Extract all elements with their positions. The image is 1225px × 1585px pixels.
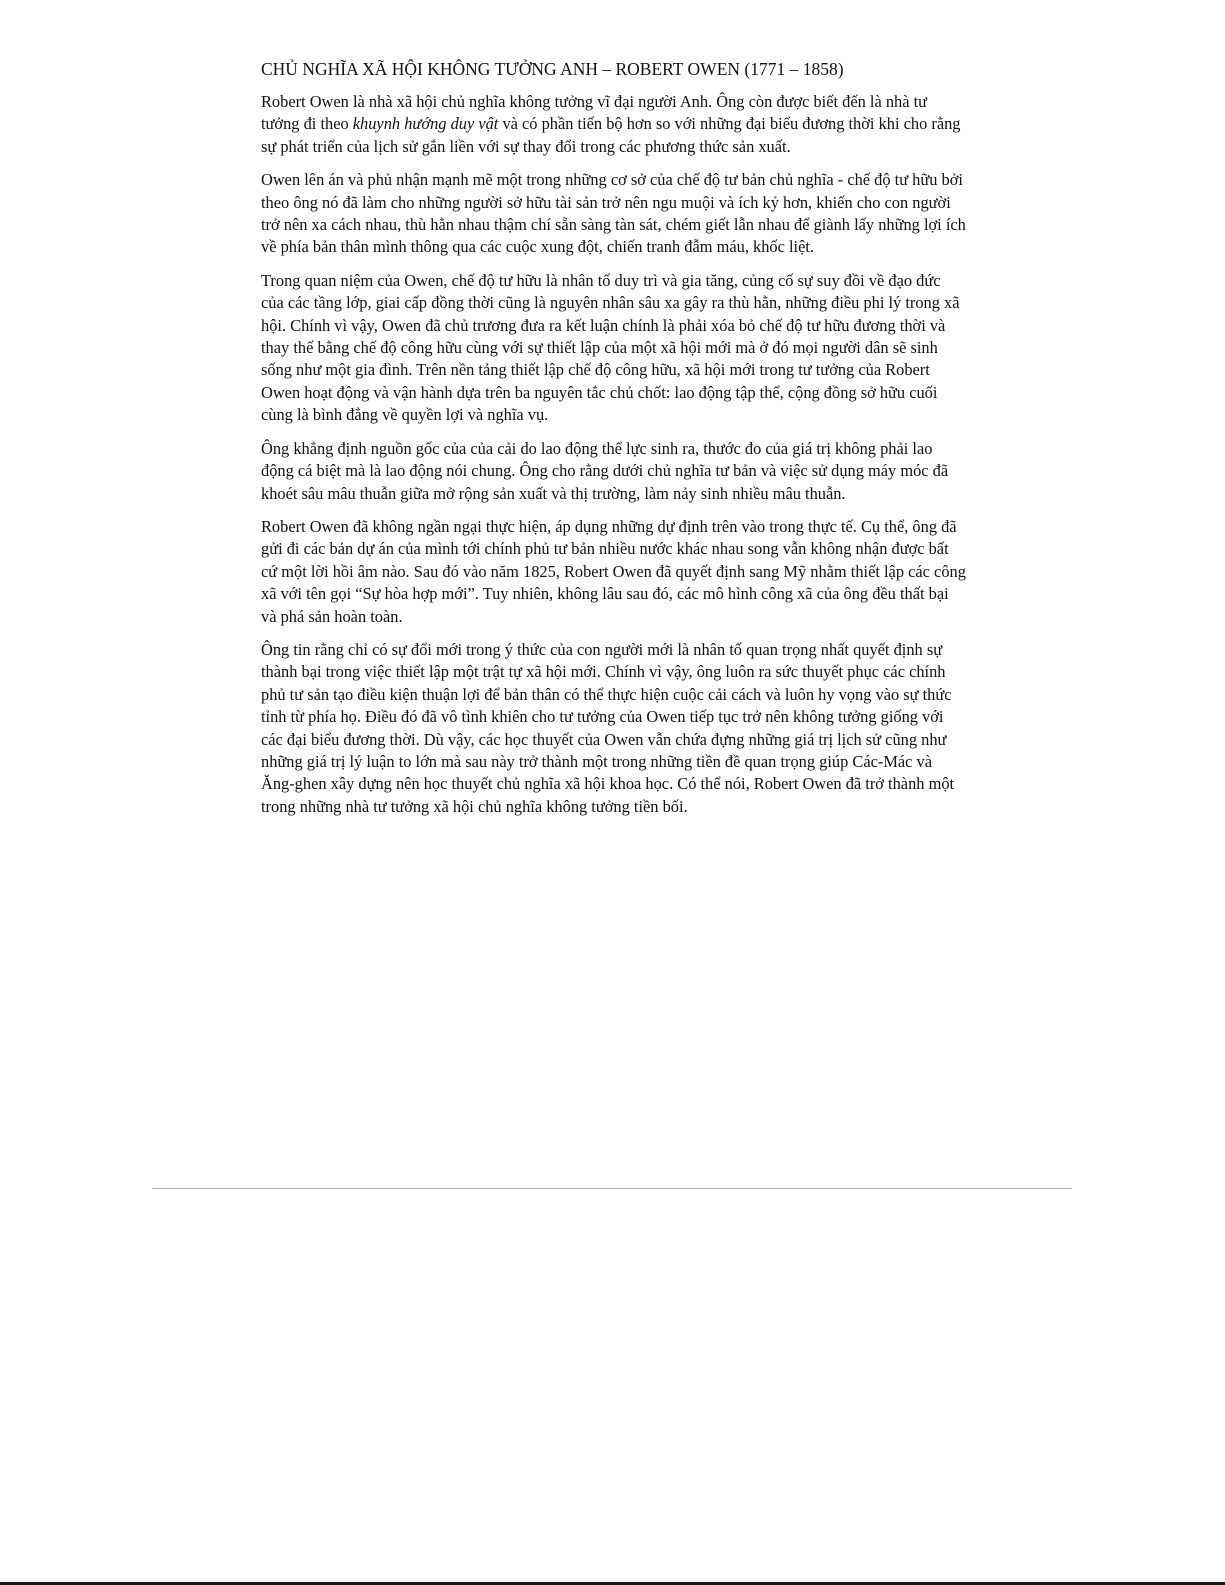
paragraph-1 [261,91,966,158]
document-title: CHỦ NGHĨA XÃ HỘI KHÔNG TƯỞNG ANH – ROBERT OWEN (1771 – 1858) [261,59,844,79]
paragraph-4: Ông khẳng định nguồn gốc của của cải do lao động thể lực sinh ra, thước đo của giá trị không phải lao động cá biệt mà là lao động nói chung. Ông cho rằng dưới chủ nghĩa tư bản và việc sử dụng máy móc đã khoét sâu mâu thuẫn giữa mở rộng sản xuất và thị trường, làm nảy sinh nhiều mâu thuẫn. [261,438,949,503]
paragraph-1-emphasis: khuynh hướng duy vật [352,114,499,134]
paragraph-6: Ông tin rằng chỉ có sự đổi mới trong ý thức của con người mới là nhân tố quan trọng nhất quyết định sự thành bại trong việc thiết lập một trật tự xã hội mới. Chính vì vậy, ông luôn ra sức thuyết phục các chính phủ tư sản tạo điều kiện thuận lợi để bản thân có thể thực hiện cuộc cải cách và luôn hy vọng vào sự thức tỉnh từ phía họ. Điều đó đã vô tình khiên cho tư tưởng của Owen tiếp tục trở nên không tưởng giống với các đại biểu đương thời. Dù vậy, các học thuyết của Owen vẫn chứa đựng những giá trị lịch sử cũng như những giá trị lý luận to lớn mà sau này trở thành một trong những tiền đề quan trọng giúp Các-Mác và Ăng-ghen xây dựng nên học thuyết chủ nghĩa xã hội khoa học. Có thể nói, Robert Owen đã trở thành một trong những nhà tư tưởng xã hội chủ nghĩa không tưởng tiền bối. [261,639,955,816]
paragraph-1-text-end: và có phần tiến bộ hơn so với những đại biểu đương thời khi cho rằng sự phát triển của lịch sử gắn liền với sự thay đổi trong các phương thức sản xuất. [261,114,961,156]
paragraph-5: Robert Owen đã không ngần ngại thực hiện, áp dụng những dự định trên vào trong thực tế. Cụ thể, ông đã gửi đi các bản dự án của mình tới chính phủ tư bản nhiều nước khác nhau song vẫn không nhận được bất cứ một lời hồi âm nào. Sau đó vào năm 1825, Robert Owen đã quyết định sang Mỹ nhằm thiết lập các công xã với tên gọi “Sự hòa hợp mới”. Tuy nhiên, không lâu sau đó, các mô hình công xã của ông đều thất bại và phá sản hoàn toàn. [261,516,966,626]
paragraph-2: Owen lên án và phủ nhận mạnh mẽ một trong những cơ sở của chế độ tư bản chủ nghĩa - chế độ tư hữu bởi theo ông nó đã làm cho những người sở hữu tài sản trở nên ngu muội và ích kỷ hơn, khiến cho con người trở nên xa cách nhau, thù hằn nhau thậm chí sẵn sàng tàn sát, chém giết lẫn nhau để giành lấy những lợi ích về phía bản thân mình thông qua các cuộc xung đột, chiến tranh đẫm máu, khốc liệt. [261,170,966,257]
paragraph-1-text-start: Robert Owen là nhà xã hội chủ nghĩa không tưởng vĩ đại người Anh. Ông còn được biết đến là nhà tư tưởng đi theo [261,92,928,134]
paragraph-3: Trong quan niệm của Owen, chế độ tư hữu là nhân tố duy trì và gia tăng, củng cố sự suy đồi về đạo đức của các tầng lớp, giai cấp đồng thời cũng là nguyên nhân sâu xa gây ra thù hằn, những điều phi lý trong xã hội. Chính vì vậy, Owen đã chủ trương đưa ra kết luận chính là phải xóa bỏ chế độ tư hữu đương thời và thay thế bằng chế độ công hữu cùng với sự thiết lập của một xã hội mới mà ở đó mọi người dân sẽ sinh sống như một gia đình. Trên nền tảng thiết lập chế độ công hữu, xã hội mới trong tư tưởng của Robert Owen hoạt động và vận hành dựa trên ba nguyên tắc chủ chốt: lao động tập thể, cộng đồng sở hữu cuối cùng là bình đẳng về quyền lợi và nghĩa vụ. [261,270,960,425]
page-divider [152,1188,1072,1189]
document-body [261,56,966,829]
